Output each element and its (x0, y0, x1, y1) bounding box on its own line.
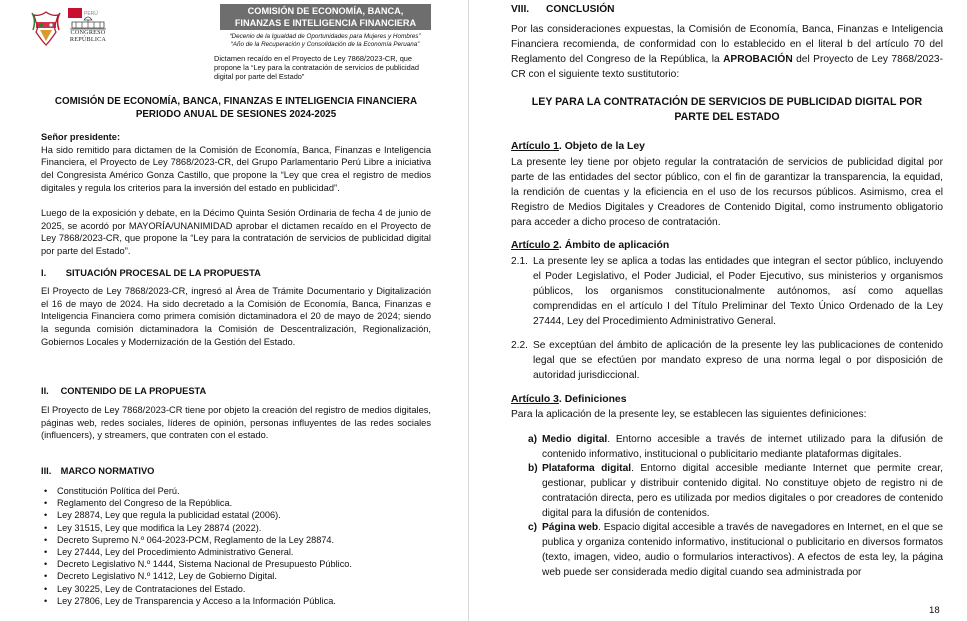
list-item: • Constitución Política del Perú. (44, 486, 180, 496)
section-3-title: MARCO NORMATIVO (60, 466, 155, 476)
section-1-text: El Proyecto de Ley 7868/2023-CR, ingresó al Área de Trámite Documentario y Digitalización el 16 de mayo de 2024. Ha sido decretado a la Comisión de Economía, Banca, Finanzas e Inteligencia Financiera como primera comisión dictaminadora el 20 de mayo de 2024; siendo la segunda comisión dictaminadora la Comisión de Descentralización, Regionalización, Gobiernos Locales y Modernización de la Gestión del Estado. (41, 286, 431, 347)
article-3-label: Artículo 3 (511, 394, 559, 405)
law-title-line-2: PARTE DEL ESTADO (674, 111, 780, 123)
section-2-title: CONTENIDO DE LA PROPUESTA (60, 386, 207, 396)
bullet-icon: • (44, 583, 48, 594)
item-number: 2.1. (511, 256, 528, 267)
section-8-heading (511, 4, 614, 15)
bullet-icon: • (44, 510, 48, 521)
definition-term: Página web (542, 522, 599, 533)
law-title (511, 95, 943, 125)
definition-text: . Espacio digital accesible a través de navegadores en Internet, en el que se publica y organiza contenido informativo, institucional o publicitario en diversos formatos (texto, imagen, video, audio o formularios interactivos). A efectos de esta ley, la página web puede ser considerada medio digital cuando sea administrada por (542, 522, 943, 578)
section-3-number: III. (41, 466, 52, 476)
article-2-item-1 (511, 254, 943, 329)
article-1-label: Artículo 1 (511, 141, 559, 152)
article-3-title: . Definiciones (558, 394, 627, 405)
intro-paragraph-2: Luego de la exposición y debate, en la Décimo Quinta Sesión Ordinaria de fecha 4 de junio de 2025, se acordó por MAYORÍA/UNANIMIDAD aprobar el dictamen recaído en el Proyecto de Ley 7868/2023-CR, que propone la “Ley para la contratación de servicios de publicidad digital por parte del Estado”. (41, 208, 431, 257)
bullet-icon: • (44, 547, 48, 558)
list-item: • Ley 31515, Ley que modifica la Ley 28874 (2022). (44, 522, 262, 533)
list-item: • Decreto Legislativo N.º 1444, Sistema Nacional de Presupuesto Público. (44, 559, 352, 570)
decenio-line-2: “Año de la Recuperación y Consolidación de la Economía Peruana” (230, 40, 420, 48)
definition-b (528, 461, 943, 521)
item-number: 2.2. (511, 340, 528, 351)
section-2-heading (41, 385, 431, 397)
left-page (0, 0, 468, 621)
definition-c (528, 520, 943, 580)
article-1-text: La presente ley tiene por objeto regular la contratación de servicios de publicidad digital por parte de las entidades del sector público, con el fin de garantizar la transparencia, la equidad, la rendición de cuentas y la eficiencia en el uso de los recursos públicos. Asimismo, crea el Registro de Medios Digitales y Creadores de Contenido Digital, como instrumento obligatorio para acceder a dicho proceso de contratación. (511, 157, 943, 228)
conclusion-paragraph (511, 22, 943, 82)
article-3-heading (511, 393, 626, 407)
conclusion-text-end: del Proyecto de Ley 7868/2023-CR con el siguiente texto sustitutorio: (511, 54, 943, 80)
conclusion-approval: APROBACIÓN (723, 54, 793, 65)
marco-normativo-list (43, 485, 435, 607)
commission-title (40, 96, 432, 121)
congreso-logo-small: PERÚ (84, 11, 98, 17)
list-item: • Reglamento del Congreso de la República. (44, 498, 233, 509)
commission-header-line-2: FINANZAS E INTELIGENCIA FINANCIERA (234, 18, 417, 28)
list-item: • Decreto Supremo N.º 064-2023-PCM, Reglamento de la Ley 28874. (44, 534, 335, 545)
bullet-icon: • (44, 571, 48, 582)
commission-title-line-1: COMISIÓN DE ECONOMÍA, BANCA, FINANZAS E INTELIGENCIA FINANCIERA (54, 96, 418, 107)
bullet-icon: • (44, 498, 48, 509)
bullet-icon: • (44, 595, 48, 606)
section-2-text: El Proyecto de Ley 7868/2023-CR tiene por objeto la creación del registro de medios digitales, páginas web, redes sociales, líderes de opinión, personas influyentes de las redes sociales (influencers), y streamers, que contraten con el estado. (41, 405, 431, 441)
section-8-number: VIII. (511, 4, 530, 15)
item-text: Se exceptúan del ámbito de aplicación de la presente ley las publicaciones de contenido legal que se efectúen por mandato expreso de una norma legal o por disposición de autoridad jurisdiccional. (533, 340, 943, 381)
article-1-title: . Objeto de la Ley (558, 141, 645, 152)
list-item: • Ley 27806, Ley de Transparencia y Acceso a la Información Pública. (44, 595, 336, 606)
commission-header-line-1: COMISIÓN DE ECONOMÍA, BANCA, (247, 6, 404, 16)
section-1-heading (41, 267, 431, 279)
article-2-label: Artículo 2 (511, 240, 559, 251)
decenio-line-1: “Decenio de la Igualdad de Oportunidades para Mujeres y Hombres” (229, 33, 421, 40)
definition-term: Medio digital (542, 434, 608, 445)
definition-letter: b) (528, 463, 538, 474)
commission-header-box (220, 4, 431, 30)
article-2-heading (511, 239, 669, 253)
article-3-intro: Para la aplicación de la presente ley, se establecen las siguientes definiciones: (511, 409, 867, 420)
bullet-icon: • (44, 559, 48, 570)
list-item: • Decreto Legislativo N.º 1412, Ley de Gobierno Digital. (44, 571, 277, 582)
definition-text: . Entorno accesible a través de internet utilizado para la difusión de contenido informativo, institucional o publicitario mediante plataformas digitales. (542, 434, 943, 460)
definition-a (528, 432, 943, 462)
definition-text: . Entorno digital accesible mediante Internet que permite crear, gestionar, publicar y distribuir contenido digital. No constituye objeto de registro ni de contratación directa, pero es utilizada por medios digitales o por creadores de contenido digital para la difusión de contenidos. (542, 463, 943, 519)
commission-title-line-2: PERIODO ANUAL DE SESIONES 2024-2025 (135, 108, 337, 120)
intro-block (41, 131, 431, 195)
conclusion-text-start: Por las consideraciones expuestas, la Comisión de Economía, Banca, Finanzas e Inteligencia Financiera recomienda, de conformidad con lo establecido en el literal b del artículo 70 del Reglamento del Congreso de la República, la (511, 24, 943, 65)
congreso-logo-line-2: REPÚBLICA (69, 35, 107, 43)
definition-term: Plataforma digital (542, 463, 632, 474)
section-2-number: II. (41, 386, 49, 396)
list-item: • Ley 28874, Ley que regula la publicidad estatal (2006). (44, 510, 281, 521)
law-title-line-1: LEY PARA LA CONTRATACIÓN DE SERVICIOS DE PUBLICIDAD DIGITAL POR (531, 96, 923, 108)
bullet-icon: • (44, 486, 48, 496)
congreso-building-icon (68, 8, 108, 30)
congreso-logo (66, 8, 110, 48)
section-1-title: SITUACIÓN PROCESAL DE LA PROPUESTA (65, 268, 261, 278)
item-text: La presente ley se aplica a todas las entidades que integran el sector público, incluyendo el Poder Legislativo, el Poder Judicial, el Poder Ejecutivo, sus ministerios y organismos públicos, los organismos constitucionalmente autónomos, así como aquellas comprendidas en el artículo I del Título Preliminar del Texto Único Ordenado de la Ley 27444, Ley del Procedimiento Administrativo General. (533, 256, 943, 327)
right-page (470, 0, 967, 621)
article-2-title: . Ámbito de aplicación (558, 240, 670, 251)
list-item: • Ley 27444, Ley del Procedimiento Administrativo General. (44, 547, 294, 558)
page-divider (468, 0, 469, 621)
dictamen-reference: Dictamen recaído en el Proyecto de Ley 7868/2023-CR, que propone la “Ley para la contratación de servicios de publicidad digital por parte del Estado” (214, 54, 420, 81)
congreso-logo-line-1: CONGRESO (70, 29, 106, 36)
section-3-heading (41, 465, 431, 477)
bullet-icon: • (44, 522, 48, 533)
decenio-motto (190, 33, 460, 48)
definition-letter: c) (528, 522, 538, 533)
intro-paragraph-1: Ha sido remitido para dictamen de la Comisión de Economía, Banca, Finanzas e Inteligencia Financiera, el Proyecto de Ley 7868/2023-CR, del Grupo Parlamentario Perú Libre a iniciativa del Congresista Américo Gonza Castillo, que propone la “Ley que crea el registro de medios digitales y regula los criterios para la inversión del estado en publicidad”. (41, 144, 431, 193)
page-number: 18 (929, 605, 940, 616)
definition-letter: a) (528, 434, 538, 445)
list-item: • Ley 30225, Ley de Contrataciones del Estado. (44, 583, 246, 594)
bullet-icon: • (44, 534, 48, 545)
coat-of-arms-icon (30, 10, 62, 46)
article-2-item-2 (511, 338, 943, 383)
salutation: Señor presidente: (41, 132, 121, 142)
section-1-number: I. (41, 268, 47, 278)
article-1-heading (511, 140, 645, 154)
section-8-title: CONCLUSIÓN (546, 4, 615, 15)
